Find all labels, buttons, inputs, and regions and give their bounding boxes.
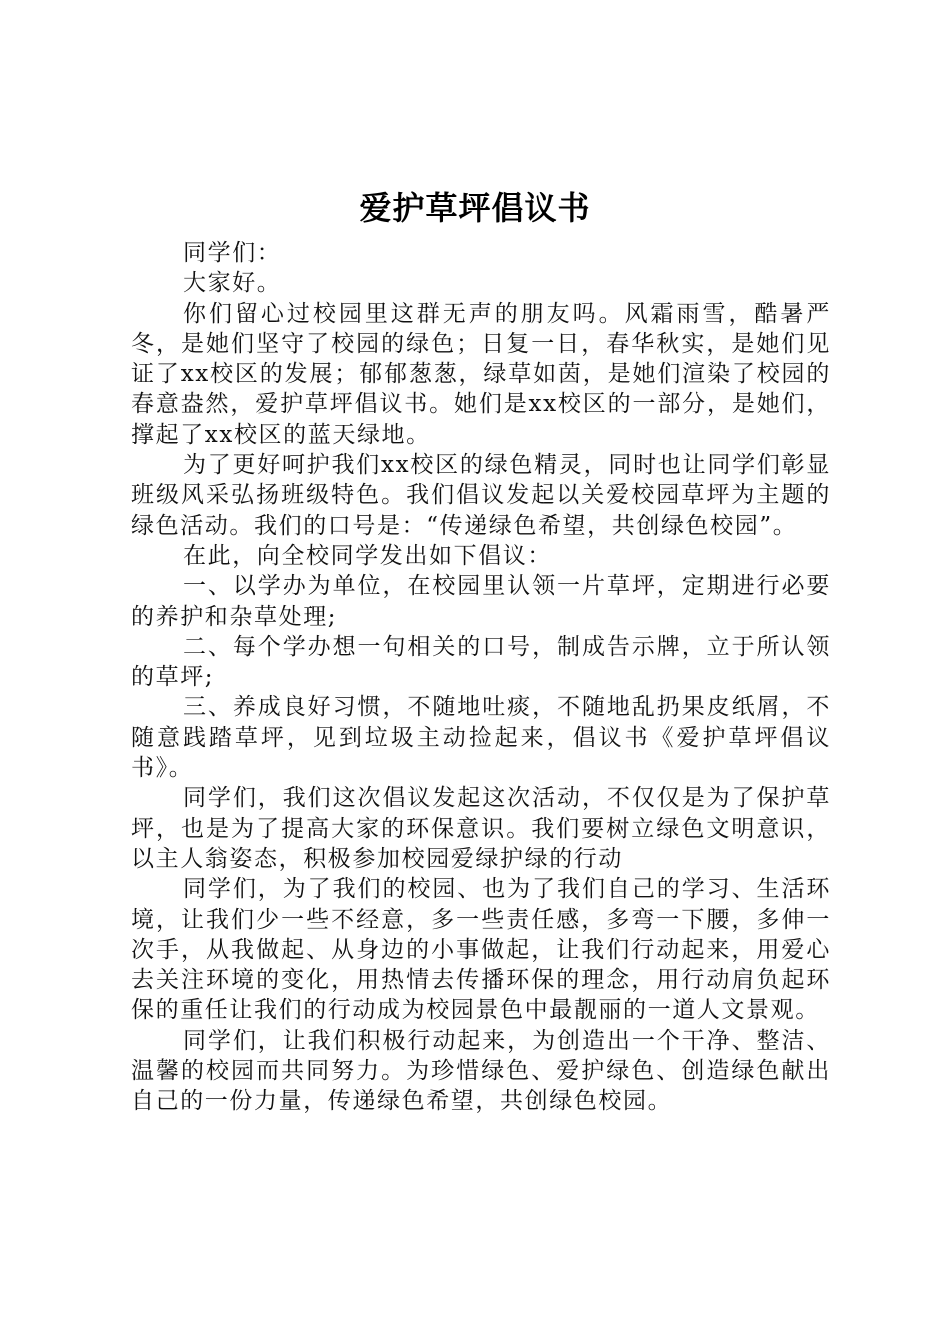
proposal-item-1: 一、以学办为单位，在校园里认领一片草坪，定期进行必要的养护和杂草处理; bbox=[131, 573, 831, 630]
proposal-item-3: 三、养成良好习惯，不随地吐痰，不随地乱扔果皮纸屑，不随意践踏草坪，见到垃圾主动捡起来，倡议书《爱护草坪倡议书》。 bbox=[131, 694, 831, 782]
greeting: 大家好。 bbox=[183, 270, 282, 297]
proposal-item-2: 二、每个学办想一句相关的口号，制成告示牌，立于所认领的草坪; bbox=[131, 633, 831, 691]
document-title: 爱护草坪倡议书 bbox=[359, 189, 591, 227]
salutation: 同学们： bbox=[183, 240, 282, 266]
body-paragraph: 在此，向全校同学发出如下倡议： bbox=[183, 542, 552, 569]
body-paragraph: 同学们，我们这次倡议发起这次活动，不仅仅是为了保护草坪，也是为了提高大家的环保意识。我们要树立绿色文明意识，以主人翁姿态，积极参加校园爱绿护绿的行动 bbox=[131, 785, 831, 872]
body-paragraph: 为了更好呵护我们xx校区的绿色精灵，同时也让同学们彰显班级风采弘扬班级特色。我们倡议发起以关爱校园草坪为主题的绿色活动。我们的口号是：“传递绿色希望，共创绿色校园”。 bbox=[131, 452, 831, 539]
document-body bbox=[131, 238, 831, 1117]
body-paragraph: 同学们，为了我们的校园、也为了我们自己的学习、生活环境，让我们少一些不经意，多一些责任感，多弯一下腰，多伸一次手，从我做起、从身边的小事做起，让我们行动起来，用爱心去关注环境的变化，用热情去传播环保的理念，用行动肩负起环保的重任让我们的行动成为校园景色中最靓丽的一道人文景观。 bbox=[131, 876, 831, 1024]
closing-paragraph: 同学们，让我们积极行动起来，为创造出一个干净、整洁、温馨的校园而共同努力。为珍惜绿色、爱护绿色、创造绿色献出自己的一份力量，传递绿色希望，共创绿色校园。 bbox=[131, 1027, 831, 1115]
body-paragraph: 你们留心过校园里这群无声的朋友吗。风霜雨雪，酷暑严冬，是她们坚守了校园的绿色；日复一日，春华秋实，是她们见证了xx校区的发展；郁郁葱葱，绿草如茵，是她们渲染了校园的春意盎然，爱护草坪倡议书。她们是xx校区的一部分，是她们，撑起了xx校区的蓝天绿地。 bbox=[131, 300, 831, 448]
